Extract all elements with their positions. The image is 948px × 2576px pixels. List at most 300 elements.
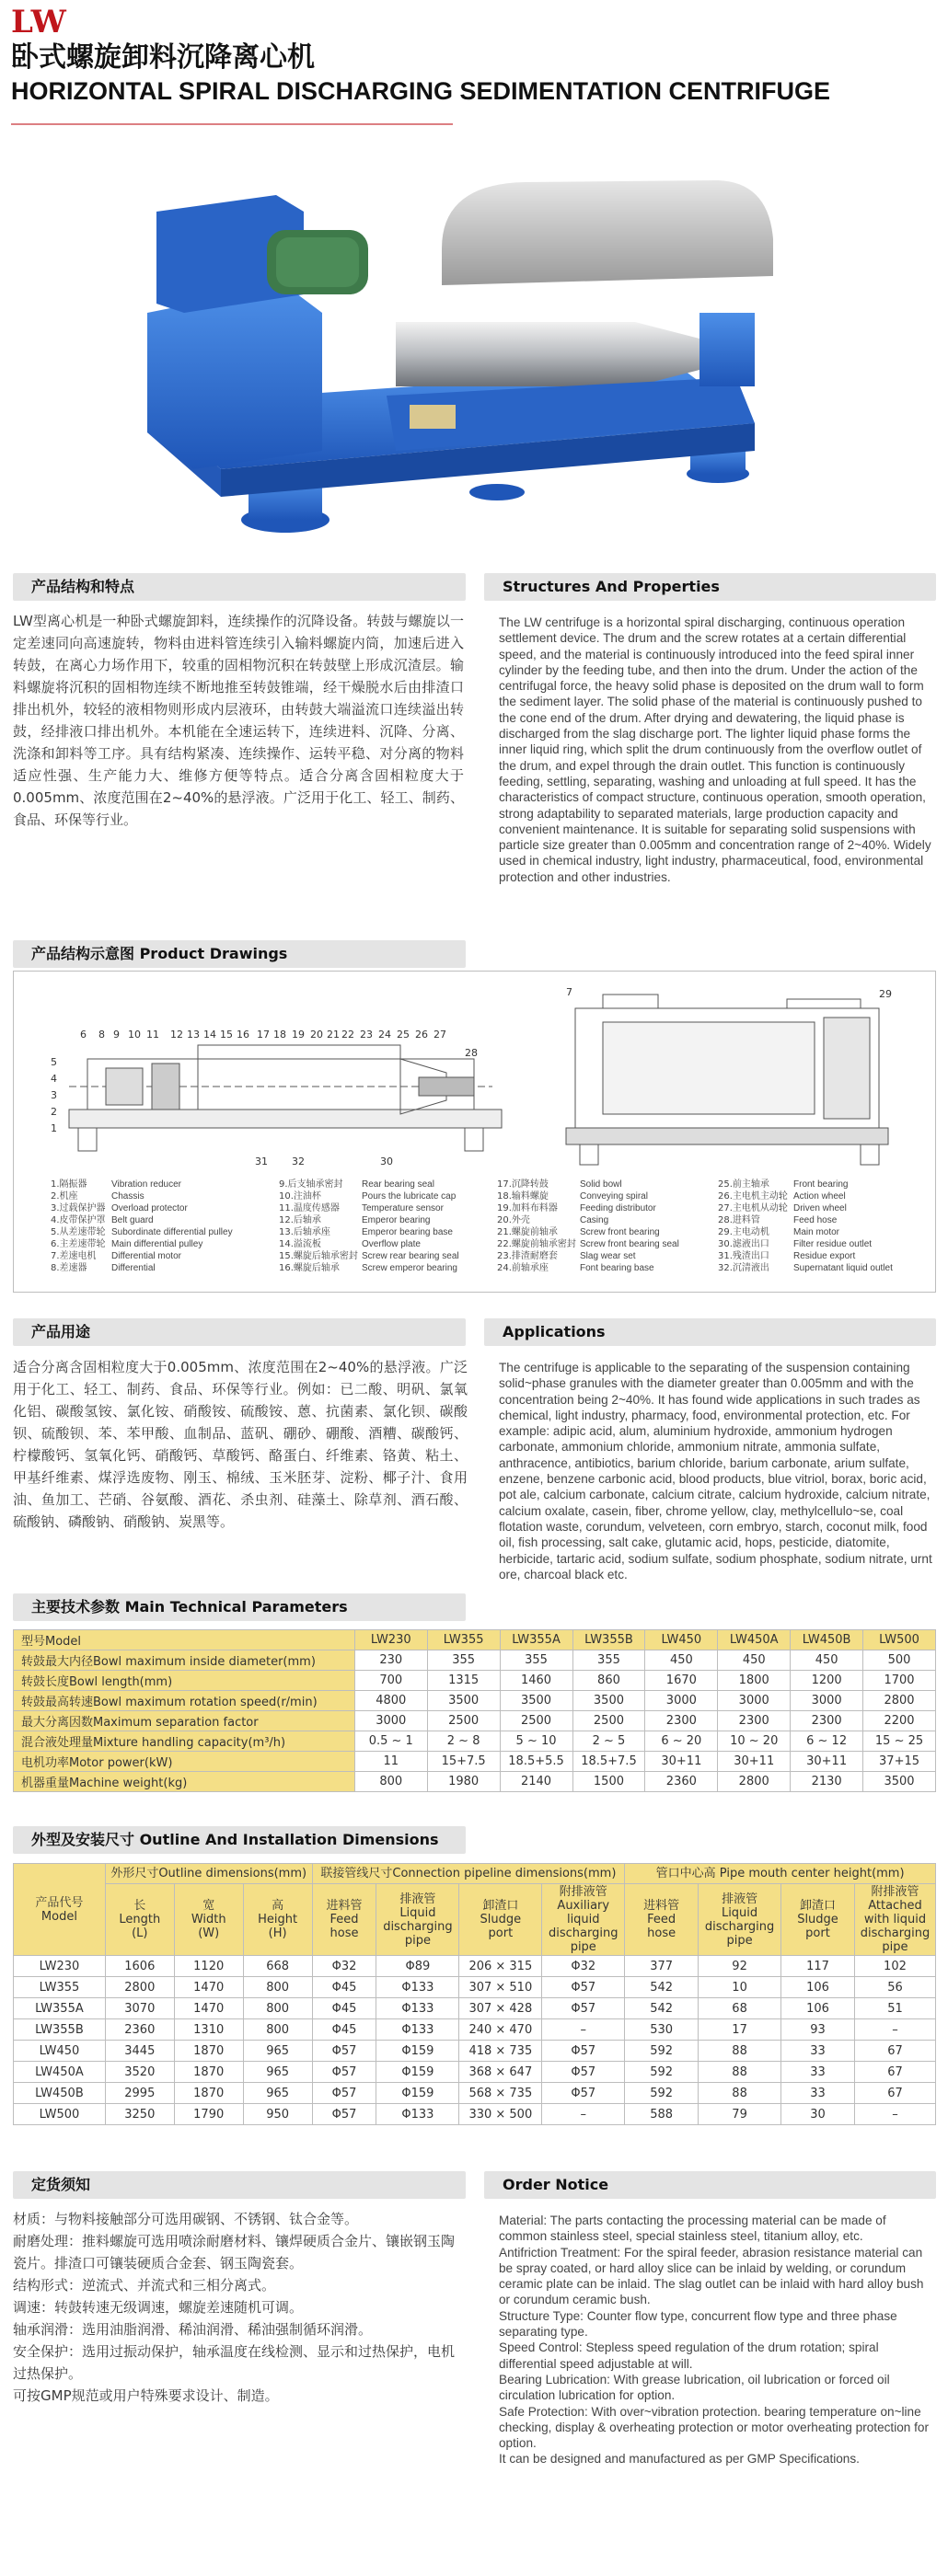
table-cell: 2130 <box>791 1772 863 1792</box>
section-bar-structures-zh <box>13 573 466 601</box>
table-cell: 92 <box>699 1956 781 1977</box>
table-cell: 800 <box>243 1977 312 1998</box>
table-header-cell: LW450B <box>791 1630 863 1650</box>
table-cell: 1200 <box>791 1671 863 1691</box>
legend-item: 31.残渣出口 Residue export <box>718 1251 856 1261</box>
table-row <box>14 1731 936 1752</box>
order-line: 可按GMP规范或用户特殊要求设计、制造。 <box>13 2387 279 2404</box>
table-cell: 355 <box>572 1650 645 1671</box>
legend-item: 11.温度传感器 Temperature sensor <box>279 1203 444 1213</box>
section-bar-structures-en <box>484 573 936 601</box>
table-cell: 2500 <box>427 1711 500 1731</box>
table-cell: 965 <box>243 2083 312 2104</box>
table-row <box>14 1711 936 1731</box>
product-code: LW <box>11 4 66 40</box>
table-cell: Φ57 <box>542 1977 625 1998</box>
order-line: 轴承润滑：选用油脂润滑、稀油润滑、稀油强制循环润滑。 <box>13 2321 373 2338</box>
table-header-cell: LW450A <box>718 1630 791 1650</box>
table-row <box>14 1752 936 1772</box>
section-title-drawings: 产品结构示意图 Product Drawings <box>31 945 288 962</box>
group-header: 外形尺寸Outline dimensions(mm) <box>105 1864 312 1884</box>
legend-item: 22.螺旋前轴承密封 Screw front bearing seal <box>497 1239 679 1249</box>
drawing-num: 9 <box>113 1029 120 1041</box>
table-cell: 2300 <box>791 1711 863 1731</box>
table-cell: 3250 <box>105 2104 174 2125</box>
table-cell: 混合液处理量Mixture handling capacity(m³/h) <box>14 1731 355 1752</box>
table-cell: 51 <box>854 1998 935 2019</box>
table-cell: 1606 <box>105 1956 174 1977</box>
drawing-num: 19 <box>292 1029 305 1041</box>
table-cell: LW355 <box>14 1977 106 1998</box>
order-line: It can be designed and manufactured as per GMP Specifications. <box>499 2452 860 2467</box>
section-title-applications-en: Applications <box>503 1323 606 1340</box>
table-cell: 240 × 470 <box>459 2019 542 2041</box>
order-line: 材质：与物料接触部分可选用碳钢、不锈钢、钛合金等。 <box>13 2211 359 2227</box>
table-cell: 450 <box>645 1650 718 1671</box>
table-cell: 15 ~ 25 <box>863 1731 936 1752</box>
legend-item: 17.沉降转鼓 Solid bowl <box>497 1179 622 1190</box>
legend-col-1 <box>51 1179 233 1274</box>
table-cell: Φ45 <box>312 1977 376 1998</box>
table-row <box>14 1956 936 1977</box>
table-cell: 2800 <box>863 1691 936 1711</box>
table-row <box>14 1671 936 1691</box>
table-cell: 3070 <box>105 1998 174 2019</box>
column-header: 高 Height (H) <box>243 1884 312 1956</box>
table-cell: 3520 <box>105 2062 174 2083</box>
drawing-schematic <box>14 972 937 1174</box>
table-cell: 950 <box>243 2104 312 2125</box>
legend-item: 15.螺旋后轴承密封 Screw rear bearing seal <box>279 1251 459 1261</box>
order-line: Structure Type: Counter flow type, concurrent flow type and three phase separating type. <box>499 2308 897 2340</box>
structures-text-en: The LW centrifuge is a horizontal spiral discharging, continuous operation settlement device. The drum and the screw rotates at a certain differential speed, and the material is continuously introduced into the feed spiral inner cylinder by the feeding tube, and then into the drum. Under the action of the centrifugal force, the heavy solid phase is deposited on the drum wall to form the sediment layer. The solid phase of the material is continuously pushed to the cone end of the drum. After drying and dewatering, the liquid phase is discharged from the slag discharge port. The lighter liquid phase forms the inner liquid ring, which split the drum continuously from the overflow outlet of the drum, and expel through the drain outlet. This function is continuously feeding, settling, separating, washing and unloading at full speed. It has the characteristics of compact structure, continuous operation, smooth operation, strong adaptability to separated materials, large production capacity and convenient maintenance. It is suitable for separating solid suspensions with particle size greater than 0.005mm and concentration range of 2~40%. Widely used in chemical industry, light industry, pharmaceutical, food, environmental protection and other industries. <box>499 615 931 884</box>
table-cell: 450 <box>791 1650 863 1671</box>
table-cell: 3000 <box>718 1691 791 1711</box>
table-cell: Φ45 <box>312 2019 376 2041</box>
table-cell: 30+11 <box>645 1752 718 1772</box>
table-cell: 3500 <box>427 1691 500 1711</box>
table-cell: 10 ~ 20 <box>718 1731 791 1752</box>
drawing-num: 28 <box>465 1047 478 1059</box>
column-header: 排液管 Liquid discharging pipe <box>376 1884 459 1956</box>
drawing-num: 29 <box>879 988 892 1000</box>
drawing-num: 25 <box>397 1029 410 1041</box>
table-cell: 17 <box>699 2019 781 2041</box>
title-zh: 卧式螺旋卸料沉降离心机 <box>11 41 315 74</box>
section-bar-params <box>13 1593 466 1621</box>
legend-col-3 <box>497 1179 679 1274</box>
drawing-num: 18 <box>273 1029 286 1041</box>
table-cell: 2500 <box>500 1711 572 1731</box>
drawing-num: 7 <box>566 986 572 998</box>
table-cell: 33 <box>781 2062 855 2083</box>
table-cell: 6 ~ 12 <box>791 1731 863 1752</box>
table-row <box>14 2019 936 2041</box>
table-cell: 37+15 <box>863 1752 936 1772</box>
drawing-num: 8 <box>98 1029 105 1041</box>
legend-item: 4.皮带保护罩 Belt guard <box>51 1215 154 1225</box>
table-cell: 88 <box>699 2041 781 2062</box>
drawing-num: 1 <box>51 1122 57 1134</box>
applications-text-en: The centrifuge is applicable to the separating of the suspension containing solid~phase granules with the diameter greater than 0.005mm and with the concentration being 2~40%. It has found wide applications in such trades as chemical, light industry, pharmacy, food, environmental protection, etc. For example: adipic acid, alum, aluminium hydroxide, ammonium hydrogen carbonate, ammonium chloride, ammonium nitrate, ammonia sulfate, anthracence, antibiotics, barium chloride, barium carbonate, arium sulfate, enzene, benzene carbonic acid, blood products, blue vitriol, borax, boric acid, pot ale, calcium carbonate, calcium citrate, calcium hydroxide, calcium nitrate, calcium oxalate, casein, fiber, chrome yellow, clay, methylcellulo~se, coal flotation waste, corundum, velveteen, corn embryo, starch, coconut milk, food oil, fish processing, salt cake, glutamic acid, hops, pesticide, diatomite, herbicide, tartaric acid, sodium sulfate, sodium phosphate, sodium nitrate, urnt ore, charcoal black etc. <box>499 1361 932 1581</box>
section-title-order-zh: 定货须知 <box>31 2176 91 2193</box>
legend-item: 19.加料布料器 Feeding distributor <box>497 1203 656 1213</box>
table-cell: Φ159 <box>376 2083 459 2104</box>
table-cell: 1870 <box>174 2083 243 2104</box>
table-cell: 860 <box>572 1671 645 1691</box>
legend-item: 13.后轴承座 Emperor bearing base <box>279 1227 453 1237</box>
table-cell: 1310 <box>174 2019 243 2041</box>
legend-item: 8.差速器 Differential <box>51 1263 156 1273</box>
drawing-num: 5 <box>51 1056 57 1068</box>
table-cell: 3500 <box>572 1691 645 1711</box>
table-cell: 3445 <box>105 2041 174 2062</box>
legend-item: 12.后轴承 Emperor bearing <box>279 1215 431 1225</box>
table-cell: – <box>854 2019 935 2041</box>
table-cell: 1870 <box>174 2041 243 2062</box>
table-cell: LW500 <box>14 2104 106 2125</box>
legend-col-2 <box>279 1179 459 1274</box>
table-cell: 转鼓最大内径Bowl maximum inside diameter(mm) <box>14 1650 355 1671</box>
table-cell: Φ57 <box>542 2041 625 2062</box>
table-cell: 330 × 500 <box>459 2104 542 2125</box>
drawing-num: 16 <box>237 1029 249 1041</box>
table-cell: 3000 <box>791 1691 863 1711</box>
header-rule <box>11 123 453 125</box>
group-header: 联接管线尺寸Connection pipeline dimensions(mm) <box>312 1864 625 1884</box>
table-row <box>14 2062 936 2083</box>
table-cell: Φ133 <box>376 2019 459 2041</box>
table-cell: 117 <box>781 1956 855 1977</box>
table-cell: Φ57 <box>312 2083 376 2104</box>
table-cell: Φ57 <box>542 2062 625 2083</box>
table-cell: 418 × 735 <box>459 2041 542 2062</box>
table-cell: Φ89 <box>376 1956 459 1977</box>
legend-item: 24.前轴承座 Font bearing base <box>497 1263 654 1273</box>
table-cell: 3000 <box>354 1711 427 1731</box>
applications-text-zh: 适合分离含固相粒度大于0.005mm、浓度范围在2~40%的悬浮液。广泛用于化工、轻工、制药、食品、环保等行业。例如：已二酸、明矾、氯氧化铝、碳酸氢铵、氯化铵、硝酸铵、硫酸铵、蒽、抗菌素、氯化钡、碳酸钡、硫酸钡、苯、苯甲酸、血制品、蓝矾、硼砂、硼酸、酒糟、碳酸钙、柠檬酸钙、氢氧化钙、硝酸钙、草酸钙、酪蛋白、纤维素、铬黄、粘土、甲基纤维素、煤浮选废物、刚玉、棉绒、玉米胚芽、淀粉、椰子汁、食用油、鱼加工、芒硝、谷氨酸、酒花、杀虫剂、硅藻土、除草剂、酒石酸、硫酸钠、磷酸钠、硝酸钠、炭黑等。 <box>13 1359 468 1530</box>
table-cell: Φ133 <box>376 1977 459 1998</box>
table-cell: 1470 <box>174 1998 243 2019</box>
table-cell: 2300 <box>718 1711 791 1731</box>
legend-item: 29.主电动机 Main motor <box>718 1227 840 1237</box>
table-cell: 1800 <box>718 1671 791 1691</box>
section-title-structures-zh: 产品结构和特点 <box>31 578 135 595</box>
drawing-num: 2 <box>51 1106 57 1118</box>
table-cell: 6 ~ 20 <box>645 1731 718 1752</box>
table-cell: 542 <box>625 1977 699 1998</box>
table-cell: 18.5+7.5 <box>572 1752 645 1772</box>
order-line: Speed Control: Stepless speed regulation of the drum rotation; spiral differential speed adjustable at will. <box>499 2340 879 2371</box>
drawing-num: 23 <box>360 1029 373 1041</box>
order-line: 结构形式：逆流式、并流式和三相分离式。 <box>13 2277 276 2294</box>
table-row <box>14 2041 936 2062</box>
table-row <box>14 2083 936 2104</box>
table-cell: 542 <box>625 1998 699 2019</box>
table-cell: 368 × 647 <box>459 2062 542 2083</box>
table-cell: 668 <box>243 1956 312 1977</box>
table-cell: 33 <box>781 2041 855 2062</box>
drawing-num: 13 <box>187 1029 200 1041</box>
legend-item: 32.沉清液出 Supernatant liquid outlet <box>718 1263 893 1273</box>
table-cell: 230 <box>354 1650 427 1671</box>
table-cell: Φ159 <box>376 2041 459 2062</box>
legend-item: 30.滤液出口 Filter residue outlet <box>718 1239 873 1249</box>
legend-item: 26.主电机主动轮 Action wheel <box>718 1191 846 1202</box>
legend-item: 14.溢流板 Overflow plate <box>279 1239 421 1249</box>
table-header-cell: LW230 <box>354 1630 427 1650</box>
table-cell: Φ133 <box>376 2104 459 2125</box>
table-cell: 1500 <box>572 1772 645 1792</box>
legend-item: 6.主差速带轮 Main differential pulley <box>51 1239 203 1249</box>
drawing-num: 14 <box>203 1029 216 1041</box>
legend-item: 18.输料螺旋 Conveying spiral <box>497 1191 648 1202</box>
table-row <box>14 1691 936 1711</box>
table-cell: 500 <box>863 1650 936 1671</box>
table-cell: 2 ~ 5 <box>572 1731 645 1752</box>
drawing-num: 6 <box>80 1029 87 1041</box>
legend-item: 7.差速电机 Differential motor <box>51 1251 181 1261</box>
legend-item: 3.过载保护器 Overload protector <box>51 1203 188 1213</box>
table-cell: 106 <box>781 1998 855 2019</box>
section-bar-drawings <box>13 940 466 968</box>
legend-item: 9.后支轴承密封 Rear bearing seal <box>279 1179 434 1190</box>
table-cell: 592 <box>625 2083 699 2104</box>
table-cell: 79 <box>699 2104 781 2125</box>
table-cell: 1470 <box>174 1977 243 1998</box>
table-header-cell: LW450 <box>645 1630 718 1650</box>
drawing-num: 24 <box>378 1029 391 1041</box>
table-cell: 355 <box>427 1650 500 1671</box>
table-cell: 588 <box>625 2104 699 2125</box>
table-cell: 106 <box>781 1977 855 1998</box>
legend-item: 2.机座 Chassis <box>51 1191 145 1202</box>
table-cell: 377 <box>625 1956 699 1977</box>
order-line: Material: The parts contacting the processing material can be made of common stainless steel, special stainless steel, titanium alloy, etc. <box>499 2214 886 2244</box>
table-cell: 2360 <box>645 1772 718 1792</box>
table-cell: 88 <box>699 2083 781 2104</box>
table-cell: 2 ~ 8 <box>427 1731 500 1752</box>
section-title-order-en: Order Notice <box>503 2176 609 2193</box>
table-cell: 307 × 510 <box>459 1977 542 1998</box>
table-cell: 1460 <box>500 1671 572 1691</box>
table-cell: 67 <box>854 2083 935 2104</box>
table-cell: 800 <box>354 1772 427 1792</box>
table-cell: 2800 <box>718 1772 791 1792</box>
table-cell: 3500 <box>863 1772 936 1792</box>
title-en: HORIZONTAL SPIRAL DISCHARGING SEDIMENTATION CENTRIFUGE <box>11 77 831 105</box>
drawing-num: 26 <box>415 1029 428 1041</box>
centrifuge-photo <box>92 175 792 570</box>
table-cell: 592 <box>625 2062 699 2083</box>
table-cell: 965 <box>243 2041 312 2062</box>
section-bar-order-en <box>484 2171 936 2199</box>
table-cell: 67 <box>854 2041 935 2062</box>
table-cell: 568 × 735 <box>459 2083 542 2104</box>
table-cell: 67 <box>854 2062 935 2083</box>
table-cell: Φ45 <box>312 1998 376 2019</box>
order-line: 耐磨处理：推料螺旋可选用喷涂耐磨材料、镶焊硬质合金片、镶嵌钢玉陶瓷片。排渣口可镶装硬质合金套、钢玉陶瓷套。 <box>13 2233 456 2271</box>
table-row <box>14 2104 936 2125</box>
legend-item: 10.注油杯 Pours the lubricate cap <box>279 1191 457 1202</box>
table-cell: 最大分离因数Maximum separation factor <box>14 1711 355 1731</box>
table-cell: 机器重量Machine weight(kg) <box>14 1772 355 1792</box>
drawing-num: 22 <box>341 1029 354 1041</box>
table-cell: Φ57 <box>542 1998 625 2019</box>
product-drawings-panel <box>13 971 936 1293</box>
table-header-cell: LW355 <box>427 1630 500 1650</box>
table-cell: 965 <box>243 2062 312 2083</box>
section-title-applications-zh: 产品用途 <box>31 1323 91 1340</box>
table-header-cell: LW355A <box>500 1630 572 1650</box>
table-cell: 1120 <box>174 1956 243 1977</box>
table-cell: 18.5+5.5 <box>500 1752 572 1772</box>
table-cell: 307 × 428 <box>459 1998 542 2019</box>
table-cell: 1870 <box>174 2062 243 2083</box>
table-cell: 转鼓最高转速Bowl maximum rotation speed(r/min) <box>14 1691 355 1711</box>
legend-item: 21.螺旋前轴承 Screw front bearing <box>497 1227 660 1237</box>
table-cell: – <box>542 2019 625 2041</box>
column-header: 进料管 Feed hose <box>625 1884 699 1956</box>
table-cell: 4800 <box>354 1691 427 1711</box>
table-cell: 1980 <box>427 1772 500 1792</box>
table-cell: 3500 <box>500 1691 572 1711</box>
parameters-table <box>13 1629 936 1792</box>
structures-text-zh: LW型离心机是一种卧式螺旋卸料，连续操作的沉降设备。转鼓与螺旋以一定差速同向高速旋转，物料由进料管连续引入输料螺旋内筒，加速后进入转鼓，在离心力场作用下，较重的固相物沉积在转鼓壁上形成沉渣层。输料螺旋将沉积的固相物连续不断地推至转鼓锥端，经干燥脱水后由排渣口排出机外，较轻的液相物则形成内层液环，由转鼓大端溢流口连续溢出转鼓，经排液口排出机外。本机能在全速运转下，连续进料、沉降、分离、洗涤和卸料等工序。具有结构紧凑、连续操作、运转平稳、对分离的物料适应性强、生产能力大、维修方便等特点。适合分离含固相粒度大于0.005mm、浓度范围在2~40%的悬浮液。广泛用于化工、轻工、制药、食品、环保等行业。 <box>13 613 464 828</box>
table-cell: 592 <box>625 2041 699 2062</box>
drawing-num: 20 <box>310 1029 323 1041</box>
table-cell: LW355A <box>14 1998 106 2019</box>
section-title-structures-en: Structures And Properties <box>503 578 720 595</box>
table-row <box>14 1998 936 2019</box>
order-line: Antifriction Treatment: For the spiral feeder, abrasion resistance material can be spray coated, or hard alloy slice can be inlaid by welding, or corundum ceramic plate can be inlaid. The slag outlet can be inlaid with hard alloy bush or corundum ceramic bush. <box>499 2245 924 2307</box>
table-cell: 30+11 <box>791 1752 863 1772</box>
drawing-num: 4 <box>51 1073 57 1085</box>
drawing-num: 10 <box>128 1029 141 1041</box>
table-cell: – <box>542 2104 625 2125</box>
table-cell: 1315 <box>427 1671 500 1691</box>
column-header: 附排液管 Auxiliary liquid discharging pipe <box>542 1884 625 1956</box>
section-bar-order-zh <box>13 2171 466 2199</box>
table-cell: 11 <box>354 1752 427 1772</box>
group-header: 管口中心高 Pipe mouth center height(mm) <box>625 1864 936 1884</box>
table-row <box>14 1977 936 1998</box>
legend-item: 20.外壳 Casing <box>497 1215 609 1225</box>
table-cell: Φ133 <box>376 1998 459 2019</box>
table-cell: 2995 <box>105 2083 174 2104</box>
column-header: 排液管 Liquid discharging pipe <box>699 1884 781 1956</box>
table-header-row <box>14 1864 936 1884</box>
table-cell: 2360 <box>105 2019 174 2041</box>
table-header-row <box>14 1884 936 1956</box>
table-cell: Φ57 <box>312 2041 376 2062</box>
drawing-num: 11 <box>146 1029 159 1041</box>
table-cell: 1670 <box>645 1671 718 1691</box>
page-header <box>11 4 931 125</box>
table-cell: 10 <box>699 1977 781 1998</box>
table-cell: 电机功率Motor power(kW) <box>14 1752 355 1772</box>
table-cell: 88 <box>699 2062 781 2083</box>
table-cell: 3000 <box>645 1691 718 1711</box>
table-cell: 206 × 315 <box>459 1956 542 1977</box>
table-cell: 355 <box>500 1650 572 1671</box>
table-header-cell: LW500 <box>863 1630 936 1650</box>
table-cell: Φ57 <box>542 2083 625 2104</box>
table-cell: 2300 <box>645 1711 718 1731</box>
table-cell: 2200 <box>863 1711 936 1731</box>
table-cell: 30 <box>781 2104 855 2125</box>
table-cell: 30+11 <box>718 1752 791 1772</box>
legend-col-4 <box>718 1179 893 1274</box>
table-header-cell: LW355B <box>572 1630 645 1650</box>
table-cell: Φ57 <box>312 2062 376 2083</box>
table-cell: 转鼓长度Bowl length(mm) <box>14 1671 355 1691</box>
section-bar-dimensions <box>13 1826 466 1854</box>
legend-item: 16.螺旋后轴承 Screw emperor bearing <box>279 1263 457 1273</box>
drawing-num: 15 <box>220 1029 233 1041</box>
table-cell: 2140 <box>500 1772 572 1792</box>
legend-item: 25.前主轴承 Front bearing <box>718 1179 849 1190</box>
order-line: 调速：转鼓转速无级调速，螺旋差速随机可调。 <box>13 2299 304 2316</box>
legend-item: 28.进料管 Feed hose <box>718 1215 838 1225</box>
table-cell: 0.5 ~ 1 <box>354 1731 427 1752</box>
table-cell: 15+7.5 <box>427 1752 500 1772</box>
table-cell: LW450A <box>14 2062 106 2083</box>
legend-item: 1.隔振器 Vibration reducer <box>51 1179 181 1190</box>
legend-item: 27.主电机从动轮 Driven wheel <box>718 1203 847 1213</box>
table-cell: 2800 <box>105 1977 174 1998</box>
legend-item: 5.从差速带轮 Subordinate differential pulley <box>51 1227 233 1237</box>
table-cell: 800 <box>243 1998 312 2019</box>
table-cell: 5 ~ 10 <box>500 1731 572 1752</box>
drawing-num: 32 <box>292 1156 305 1167</box>
order-line: 安全保护：选用过振动保护，轴承温度在线检测、显示和过热保护，电机过热保护。 <box>13 2343 456 2382</box>
table-cell: Φ159 <box>376 2062 459 2083</box>
table-cell: 102 <box>854 1956 935 1977</box>
table-cell: 93 <box>781 2019 855 2041</box>
section-bar-applications-zh <box>13 1318 466 1346</box>
table-cell: LW450 <box>14 2041 106 2062</box>
section-bar-applications-en <box>484 1318 936 1346</box>
table-cell: 530 <box>625 2019 699 2041</box>
section-title-params: 主要技术参数 Main Technical Parameters <box>31 1598 348 1616</box>
drawing-num: 12 <box>170 1029 183 1041</box>
table-cell: 68 <box>699 1998 781 2019</box>
table-cell: 700 <box>354 1671 427 1691</box>
column-header: 卸渣口 Sludge port <box>459 1884 542 1956</box>
table-cell: 56 <box>854 1977 935 1998</box>
column-header: 进料管 Feed hose <box>312 1884 376 1956</box>
drawing-num: 30 <box>380 1156 393 1167</box>
section-title-dimensions: 外型及安装尺寸 Outline And Installation Dimensions <box>31 1831 439 1848</box>
table-cell: LW230 <box>14 1956 106 1977</box>
table-cell: – <box>854 2104 935 2125</box>
table-cell: Φ32 <box>312 1956 376 1977</box>
table-cell: 800 <box>243 2019 312 2041</box>
table-cell: 33 <box>781 2083 855 2104</box>
table-cell: 1700 <box>863 1671 936 1691</box>
order-line: Safe Protection: With over~vibration protection. bearing temperature on~line checking, display & overheating protection or motor overheating protection for option. <box>499 2404 929 2451</box>
table-cell: 1790 <box>174 2104 243 2125</box>
order-text-zh <box>13 2208 468 2407</box>
column-header: 宽 Width (W) <box>174 1884 243 1956</box>
table-header-row <box>14 1630 936 1650</box>
drawing-num: 27 <box>434 1029 446 1041</box>
drawing-num: 17 <box>257 1029 270 1041</box>
dimensions-table <box>13 1863 936 2125</box>
table-header-cell: 型号Model <box>14 1630 355 1650</box>
table-cell: LW355B <box>14 2019 106 2041</box>
